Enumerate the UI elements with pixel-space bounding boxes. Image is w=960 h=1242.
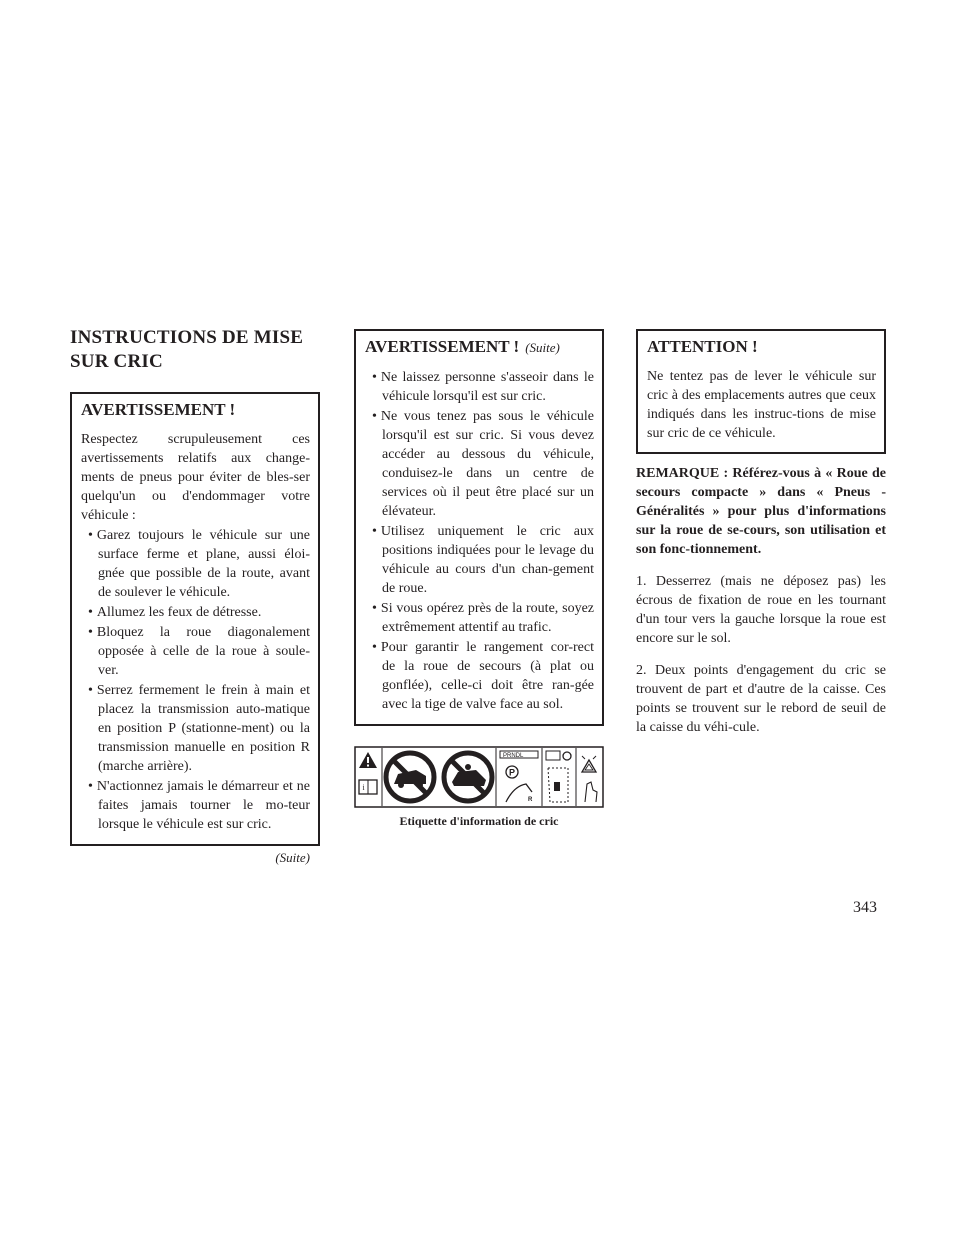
warning-item: • Ne vous tenez pas sous le véhicule lorsqu'il est sur cric. Si vous devez accéder au dessous du véhicule, conduisez-le dans un centre de services où il peut être placé sur un élévateur. — [365, 407, 594, 521]
jack-information-label — [354, 746, 604, 828]
no-person-under-vehicle-icon — [386, 753, 434, 801]
warning-item: • Utilisez uniquement le cric aux positions indiquées pour le levage du véhicule au cours d'un chan-gement de roue. — [365, 522, 594, 598]
warning-intro: Respectez scrupuleusement ces avertissements relatifs aux change-ments de pneus pour éviter de bles-ser quelqu'un ou d'endommager votre véhicule : — [81, 432, 310, 523]
warning-item: • Pour garantir le rangement cor-rect de la roue de secours (à plat ou gonflée), celle-ci doit être ran-gée avec la tige de valve face au sol. — [365, 638, 594, 714]
warning-title-text: AVERTISSEMENT ! — [365, 337, 520, 356]
prndl-text: PRNDL — [503, 753, 524, 759]
step-2: 2. Deux points d'engagement du cric se trouvent de part et d'autre de la caisse. Ces points se trouvent sur le rebord de seuil de la caisse du véhi-cule. — [636, 663, 886, 735]
section-title-line2: SUR CRIC — [70, 351, 163, 372]
warning-item: • Serrez fermement le frein à main et placez la transmission auto-matique en position P (stationne-ment) ou la transmission manuelle en position R (marche arrière). — [81, 681, 310, 776]
section-title-line1: INSTRUCTIONS DE MISE — [70, 327, 304, 348]
left-column — [70, 326, 320, 866]
warning-title: AVERTISSEMENT ! — [81, 400, 236, 419]
warning-item: • Bloquez la roue diagonalement opposée à celle de la roue à soule-ver. — [81, 623, 310, 680]
section-title — [70, 326, 320, 374]
warning-continued-list — [365, 368, 594, 714]
gear-r-text: R — [528, 797, 533, 803]
jack-label-graphic — [354, 746, 604, 808]
warning-item: • N'actionnez jamais le démarreur et ne faites jamais tourner le mo-teur lorsque le véhicule est sur cric. — [81, 777, 310, 834]
warning-item: • Allumez les feux de détresse. — [81, 603, 310, 622]
middle-column — [354, 329, 604, 828]
remark-note: REMARQUE : Référez-vous à « Roue de secours compacte » dans « Pneus - Généralités » pour plus d'informations sur la roue de se-cours, son utilisation et son fonc-tionnement. — [636, 466, 886, 557]
warning-title-suffix: (Suite) — [525, 340, 560, 355]
warning-continued-box — [354, 329, 604, 726]
warning-item: • Si vous opérez près de la route, soyez extrêmement attentif au trafic. — [365, 599, 594, 637]
warning-continued-title — [365, 337, 594, 358]
right-column — [636, 329, 886, 737]
warning-list — [81, 526, 310, 834]
warning-box — [70, 392, 320, 846]
warning-item: • Garez toujours le véhicule sur une surface ferme et plane, aussi éloi-gnée que possible de la route, avant de soulever le véhicule. — [81, 526, 310, 602]
continued-note: (Suite) — [275, 850, 310, 865]
page-number: 343 — [853, 899, 877, 916]
warning-item: • Ne laissez personne s'asseoir dans le véhicule lorsqu'il est sur cric. — [365, 368, 594, 406]
step-1: 1. Desserrez (mais ne déposez pas) les écrous de fixation de roue en les tournant d'un tour vers la gauche lorsque la roue est encore sur le sol. — [636, 574, 886, 646]
svg-text:i: i — [362, 783, 365, 792]
no-person-in-vehicle-icon — [444, 753, 492, 801]
gear-p-text: P — [509, 767, 516, 778]
attention-text: Ne tentez pas de lever le véhicule sur cric à des emplacements autres que ceux indiqués dans les instruc-tions de mise sur cric de ce véhicule. — [647, 369, 876, 441]
attention-box — [636, 329, 886, 454]
attention-title: ATTENTION ! — [647, 337, 758, 356]
label-caption: Etiquette d'information de cric — [399, 814, 559, 828]
